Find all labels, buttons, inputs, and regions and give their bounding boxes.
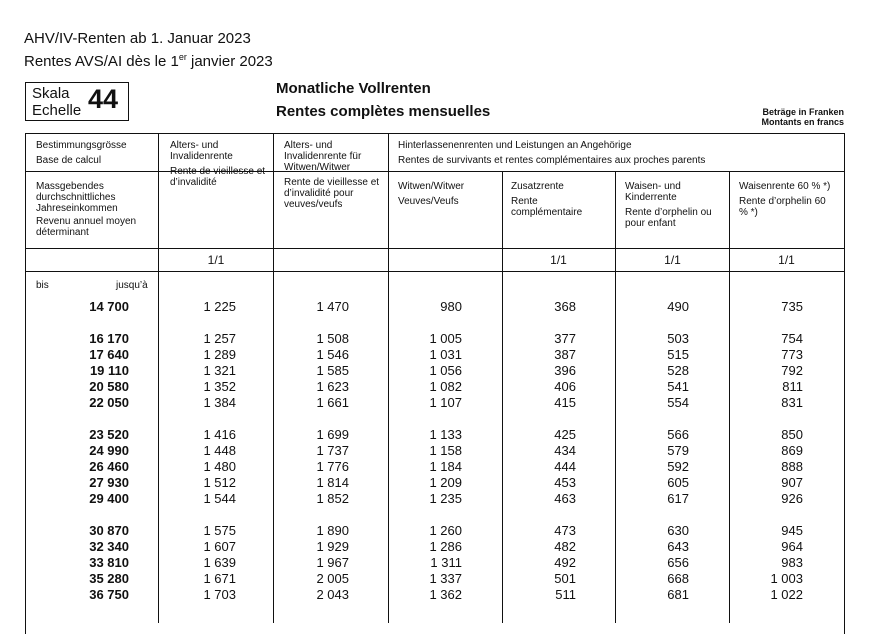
old-age-rent: 1 257 [203,331,236,346]
income-limit: 30 870 [89,523,129,538]
old-age-rent: 1 480 [203,459,236,474]
table-row [0,475,879,491]
widow-old-age-rent: 1 967 [316,555,349,570]
old-age-rent: 1 448 [203,443,236,458]
range-from-label: bis [36,280,49,291]
table-row [0,571,879,587]
supplementary-rent: 501 [554,571,576,586]
header-old-age: Alters- und Invalidenrente Rente de vieillesse et d’invalidité [170,140,266,188]
header-orphan-60: Waisenrente 60 % *) Rente d’orphelin 60 % *) [739,181,831,218]
table-title-fr: Rentes complètes mensuelles [276,103,491,120]
widow-rent: 1 209 [429,475,462,490]
orphan-rent: 515 [667,347,689,362]
orphan-60-rent: 735 [781,299,803,314]
table-row [0,395,879,411]
supplementary-rent: 444 [554,459,576,474]
table-row [0,347,879,363]
rule [388,171,844,172]
orphan-rent: 630 [667,523,689,538]
widow-old-age-rent: 1 546 [316,347,349,362]
widow-rent: 1 235 [429,491,462,506]
orphan-60-rent: 811 [782,379,803,394]
income-limit: 24 990 [89,443,129,458]
income-limit: 26 460 [89,459,129,474]
document-title-de: AHV/IV-Renten ab 1. Januar 2023 [24,30,251,47]
orphan-rent: 503 [667,331,689,346]
header-orphan: Waisen- und Kinderrente Rente d’orphelin ou pour enfant [625,181,712,229]
widow-old-age-rent: 2 043 [316,587,349,602]
old-age-rent: 1 321 [203,363,236,378]
old-age-rent: 1 575 [203,523,236,538]
widow-old-age-rent: 1 737 [316,443,349,458]
scale-label-de: Skala [32,85,70,102]
old-age-rent: 1 671 [203,571,236,586]
old-age-rent: 1 352 [203,379,236,394]
old-age-rent: 1 703 [203,587,236,602]
header-widow-old-age: Alters- und Invalidenrente für Witwen/Witwer Rente de vieillesse et d’invalidité pour veuves/veufs [284,140,380,210]
orphan-60-rent: 850 [781,427,803,442]
orphan-rent: 541 [667,379,689,394]
supplementary-rent: 463 [554,491,576,506]
income-limit: 32 340 [89,539,129,554]
table-row [0,379,879,395]
header-supplementary: Zusatzrente Rente complémentaire [511,181,583,218]
income-limit: 23 520 [89,427,129,442]
rule [25,271,844,272]
orphan-rent: 528 [667,363,689,378]
document-title-fr: Rentes AVS/AI dès le 1er janvier 2023 [24,52,273,70]
scale-box [25,82,129,121]
widow-rent: 1 311 [430,555,462,570]
orphan-60-rent: 792 [781,363,803,378]
orphan-60-rent: 831 [781,395,803,410]
orphan-60-rent: 945 [781,523,803,538]
old-age-rent: 1 544 [203,491,236,506]
old-age-rent: 1 416 [203,427,236,442]
orphan-60-rent: 907 [781,475,803,490]
orphan-rent: 554 [667,395,689,410]
fraction-supplementary: 1/1 [550,253,567,267]
table-row [0,539,879,555]
supplementary-rent: 377 [554,331,576,346]
widow-old-age-rent: 1 852 [316,491,349,506]
supplementary-rent: 406 [554,379,576,394]
income-limit: 17 640 [89,347,129,362]
widow-old-age-rent: 1 814 [316,475,349,490]
widow-old-age-rent: 1 585 [316,363,349,378]
orphan-rent: 566 [667,427,689,442]
supplementary-rent: 368 [554,299,576,314]
old-age-rent: 1 607 [203,539,236,554]
table-row [0,523,879,539]
widow-rent: 1 286 [429,539,462,554]
table-row [0,427,879,443]
orphan-60-rent: 754 [781,331,803,346]
table-row [0,491,879,507]
orphan-rent: 656 [667,555,689,570]
fraction-orphan-60: 1/1 [778,253,795,267]
supplementary-rent: 387 [554,347,576,362]
old-age-rent: 1 512 [203,475,236,490]
widow-rent: 1 005 [429,331,462,346]
supplementary-rent: 482 [554,539,576,554]
income-limit: 27 930 [89,475,129,490]
orphan-rent: 617 [667,491,689,506]
old-age-rent: 1 384 [203,395,236,410]
orphan-60-rent: 773 [781,347,803,362]
supplementary-rent: 511 [555,587,576,602]
supplementary-rent: 492 [554,555,576,570]
widow-rent: 1 337 [429,571,462,586]
orphan-rent: 643 [667,539,689,554]
orphan-60-rent: 1 003 [770,571,803,586]
widow-old-age-rent: 1 776 [316,459,349,474]
orphan-60-rent: 869 [781,443,803,458]
widow-rent: 1 031 [429,347,462,362]
income-limit: 36 750 [89,587,129,602]
fraction-old-age: 1/1 [207,253,225,267]
header-income: Massgebendes durchschnittliches Jahreseinkommen Revenu annuel moyen déterminant [36,181,137,238]
old-age-rent: 1 639 [203,555,236,570]
income-limit: 20 580 [89,379,129,394]
income-limit: 29 400 [89,491,129,506]
orphan-rent: 605 [667,475,689,490]
income-limit: 35 280 [89,571,129,586]
orphan-rent: 681 [667,587,689,602]
widow-old-age-rent: 1 929 [316,539,349,554]
widow-old-age-rent: 1 890 [316,523,349,538]
widow-old-age-rent: 2 005 [316,571,349,586]
table-row [0,555,879,571]
scale-number: 44 [88,84,119,114]
supplementary-rent: 396 [554,363,576,378]
income-limit: 14 700 [89,299,129,314]
widow-rent: 1 056 [429,363,462,378]
widow-rent: 1 260 [429,523,462,538]
orphan-60-rent: 983 [781,555,803,570]
supplementary-rent: 473 [554,523,576,538]
header-survivors: Hinterlassenenrenten und Leistungen an Angehörige Rentes de survivants et rentes complémentaires aux proches parents [398,140,706,166]
supplementary-rent: 453 [554,475,576,490]
table-row [0,587,879,603]
widow-rent: 1 362 [429,587,462,602]
supplementary-rent: 425 [554,427,576,442]
orphan-rent: 579 [667,443,689,458]
table-row [0,459,879,475]
header-widow: Witwen/Witwer Veuves/Veufs [398,181,465,207]
supplementary-rent: 415 [554,395,576,410]
amounts-note: Beträge in Franken Montants en francs [761,107,844,127]
widow-rent: 1 158 [429,443,462,458]
orphan-60-rent: 1 022 [770,587,803,602]
income-limit: 16 170 [89,331,129,346]
table-row [0,443,879,459]
widow-old-age-rent: 1 699 [316,427,349,442]
table-title-de: Monatliche Vollrenten [276,80,431,97]
orphan-rent: 490 [667,299,689,314]
orphan-rent: 592 [667,459,689,474]
widow-rent: 1 107 [429,395,462,410]
income-limit: 33 810 [89,555,129,570]
widow-rent: 1 082 [429,379,462,394]
income-limit: 19 110 [89,363,129,378]
orphan-rent: 668 [667,571,689,586]
fraction-orphan: 1/1 [664,253,681,267]
header-basis: Bestimmungsgrösse Base de calcul [36,140,127,166]
table-row [0,299,879,315]
orphan-60-rent: 888 [781,459,803,474]
old-age-rent: 1 289 [203,347,236,362]
scale-label-fr: Echelle [32,102,82,119]
income-limit: 22 050 [89,395,129,410]
orphan-60-rent: 964 [781,539,803,554]
widow-old-age-rent: 1 470 [316,299,349,314]
table-row [0,363,879,379]
old-age-rent: 1 225 [203,299,236,314]
widow-old-age-rent: 1 623 [316,379,349,394]
supplementary-rent: 434 [554,443,576,458]
table-row [0,331,879,347]
rule [25,248,844,249]
widow-old-age-rent: 1 508 [316,331,349,346]
widow-rent: 980 [440,299,462,314]
range-to-label: jusqu’à [116,280,148,291]
widow-rent: 1 184 [429,459,462,474]
widow-old-age-rent: 1 661 [316,395,349,410]
widow-rent: 1 133 [429,427,462,442]
orphan-60-rent: 926 [781,491,803,506]
